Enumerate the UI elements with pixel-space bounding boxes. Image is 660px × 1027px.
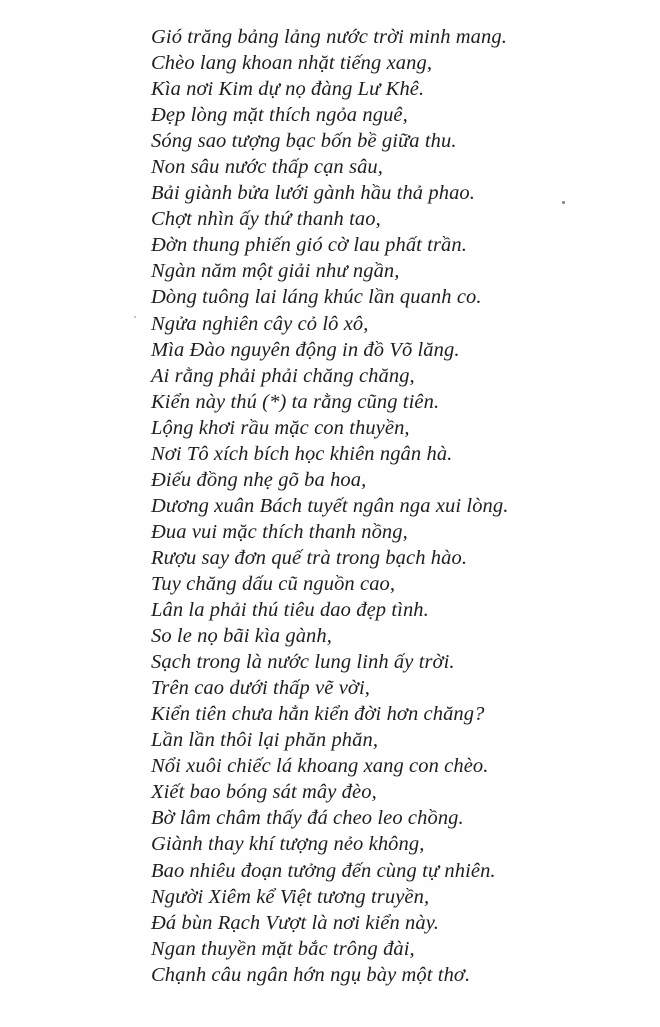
poem-line: Xiết bao bóng sát mây đèo, [151, 781, 377, 804]
poem-line: Ai rằng phải phải chăng chăng, [151, 364, 415, 387]
poem-line: Tuy chăng dấu cũ nguồn cao, [151, 572, 396, 595]
poem-line: So le nọ bãi kìa gành, [151, 625, 332, 648]
poem-stanza [151, 24, 508, 988]
scan-speck [562, 201, 565, 204]
poem-line: Lộng khơi rầu mặc con thuyền, [151, 416, 410, 439]
poem-line: Đẹp lòng mặt thích ngỏa nguê, [151, 104, 408, 127]
poem-line: Kiển tiên chưa hẳn kiển đời hơn chăng? [151, 703, 485, 726]
scan-speck [134, 316, 136, 318]
poem-line: Trên cao dưới thấp vẽ vời, [151, 677, 370, 700]
poem-line: Điếu đồng nhẹ gõ ba hoa, [151, 468, 367, 491]
poem-line: Bao nhiêu đoạn tưởng đến cùng tự nhiên. [151, 859, 496, 882]
poem-line: Mìa Đào nguyên động in đồ Võ lăng. [151, 338, 460, 361]
poem-line: Sạch trong là nước lung linh ấy trời. [151, 651, 455, 674]
poem-line: Ngàn năm một giải như ngần, [151, 260, 400, 283]
poem-line: Sóng sao tượng bạc bốn bề giữa thu. [151, 130, 457, 153]
poem-line: Lân la phải thú tiêu dao đẹp tình. [151, 599, 429, 622]
poem-line: Ngan thuyền mặt bắc trông đài, [151, 937, 415, 960]
poem-line: Bờ lâm châm thấy đá cheo leo chồng. [151, 807, 464, 830]
poem-line: Chạnh câu ngân hớn ngụ bày một thơ. [151, 963, 471, 986]
poem-line: Giành thay khí tượng nẻo không, [151, 833, 425, 856]
poem-line: Kiển này thú (*) ta rằng cũng tiên. [151, 390, 440, 413]
poem-line: Lần lần thôi lại phăn phăn, [151, 729, 379, 752]
poem-line: Bải giành bửa lưới gành hầu thả phao. [151, 182, 476, 205]
poem-line: Dòng tuông lai láng khúc lần quanh co. [151, 286, 482, 309]
poem-line: Non sâu nước thấp cạn sâu, [151, 156, 383, 179]
poem-line: Đua vui mặc thích thanh nồng, [151, 520, 408, 543]
poem-line: Chèo lang khoan nhặt tiếng xang, [151, 52, 433, 75]
poem-line: Dương xuân Bách tuyết ngân nga xui lòng. [151, 494, 509, 517]
poem-line: Kìa nơi Kim dự nọ đàng Lư Khê. [151, 78, 425, 101]
poem-line: Gió trăng bảng lảng nước trời minh mang. [151, 26, 507, 48]
poem-line: Đá bùn Rạch Vượt là nơi kiển này. [151, 911, 440, 934]
poem-line: Rượu say đơn quế trà trong bạch hào. [151, 546, 468, 569]
poem-line: Nổi xuôi chiếc lá khoang xang con chèo. [151, 755, 489, 778]
poem-line: Người Xiêm kể Việt tương truyền, [151, 885, 430, 908]
poem-line: Chợt nhìn ấy thứ thanh tao, [151, 208, 381, 231]
poem-line: Nơi Tô xích bích học khiên ngân hà. [151, 442, 453, 465]
poem-line: Ngửa nghiên cây cỏ lô xô, [151, 312, 369, 335]
poem-line: Đờn thung phiến gió cờ lau phất trần. [151, 234, 467, 257]
